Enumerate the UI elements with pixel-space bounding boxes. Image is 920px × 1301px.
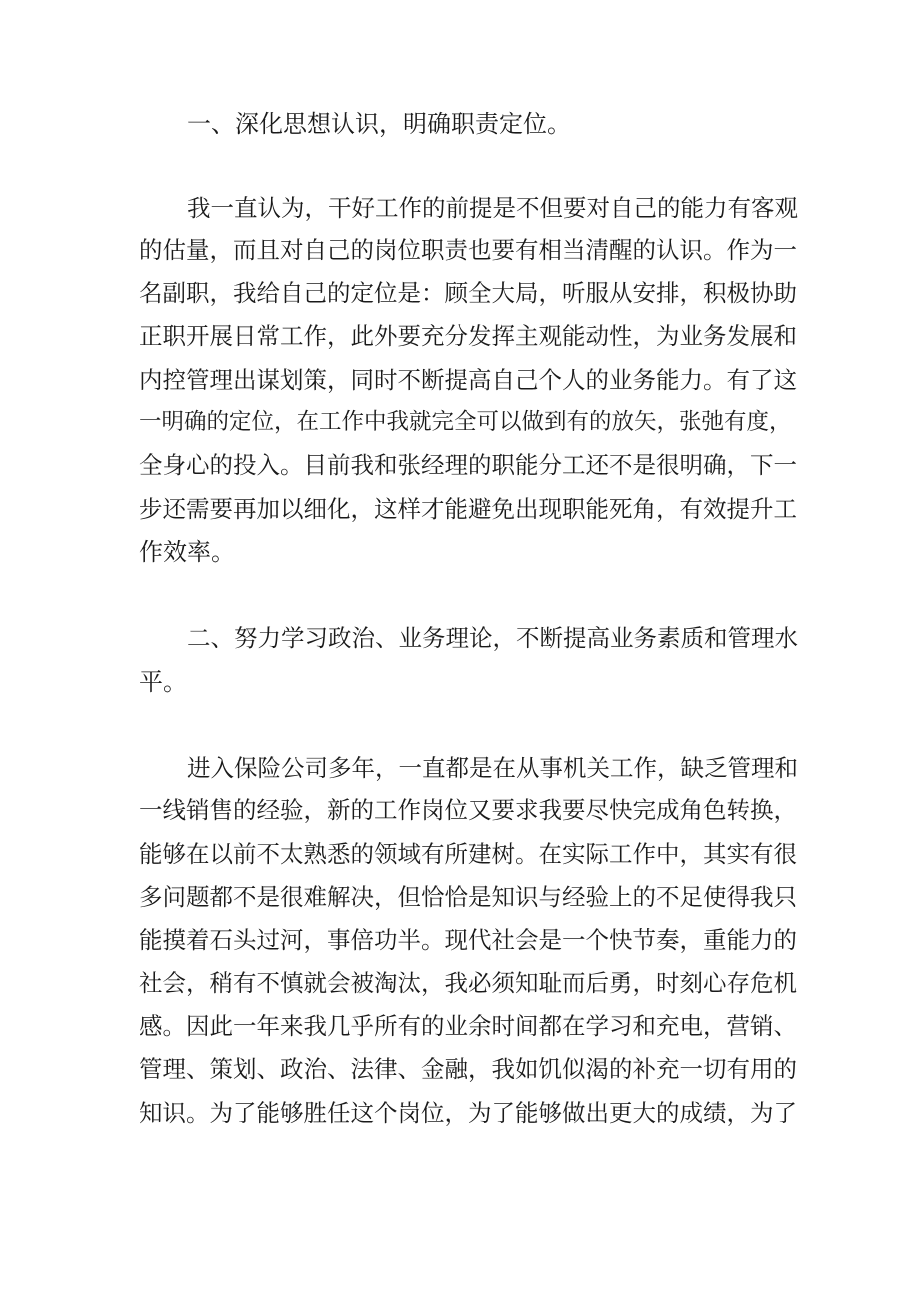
paragraph-line: 社会，稍有不慎就会被淘汰，我必须知耻而后勇，时刻心存危机 (139, 969, 797, 997)
paragraph-line: 正职开展日常工作，此外要充分发挥主观能动性，为业务发展和 (139, 322, 797, 350)
paragraph-line: 知识。为了能够胜任这个岗位，为了能够做出更大的成绩，为了 (139, 1099, 797, 1127)
paragraph-line: 多问题都不是很难解决，但恰恰是知识与经验上的不足使得我只 (139, 883, 797, 911)
section-1-heading: 一、深化思想认识，明确职责定位。 (187, 110, 571, 138)
paragraph-line: 一明确的定位，在工作中我就完全可以做到有的放矢，张弛有度， (139, 409, 792, 435)
heading-line: 平。 (139, 668, 187, 696)
paragraph-line: 全身心的投入。目前我和张经理的职能分工还不是很明确，下一 (139, 451, 797, 479)
paragraph-line: 作效率。 (139, 538, 235, 566)
paragraph-line: 能够在以前不太熟悉的领域有所建树。在实际工作中，其实有很 (139, 840, 797, 868)
paragraph-line: 能摸着石头过河，事倍功半。现代社会是一个快节奏，重能力的 (139, 926, 797, 954)
paragraph-line: 步还需要再加以细化，这样才能避免出现职能死角，有效提升工 (139, 495, 797, 523)
paragraph-line: 进入保险公司多年，一直都是在从事机关工作，缺乏管理和 (187, 754, 798, 782)
heading-line: 二、努力学习政治、业务理论，不断提高业务素质和管理水 (187, 624, 798, 652)
paragraph-line: 管理、策划、政治、法律、金融，我如饥似渴的补充一切有用的 (139, 1055, 797, 1083)
paragraph-line: 感。因此一年来我几乎所有的业余时间都在学习和充电，营销、 (139, 1012, 797, 1040)
paragraph-line: 一线销售的经验，新的工作岗位又要求我要尽快完成角色转换， (139, 796, 797, 824)
paragraph-line: 内控管理出谋划策，同时不断提高自己个人的业务能力。有了这 (139, 366, 797, 394)
paragraph-line: 名副职，我给自己的定位是：顾全大局，听服从安排，积极协助 (139, 279, 797, 307)
paragraph-line: 我一直认为，干好工作的前提是不但要对自己的能力有客观 (187, 194, 798, 222)
paragraph-line: 的估量，而且对自己的岗位职责也要有相当清醒的认识。作为一 (139, 236, 797, 264)
